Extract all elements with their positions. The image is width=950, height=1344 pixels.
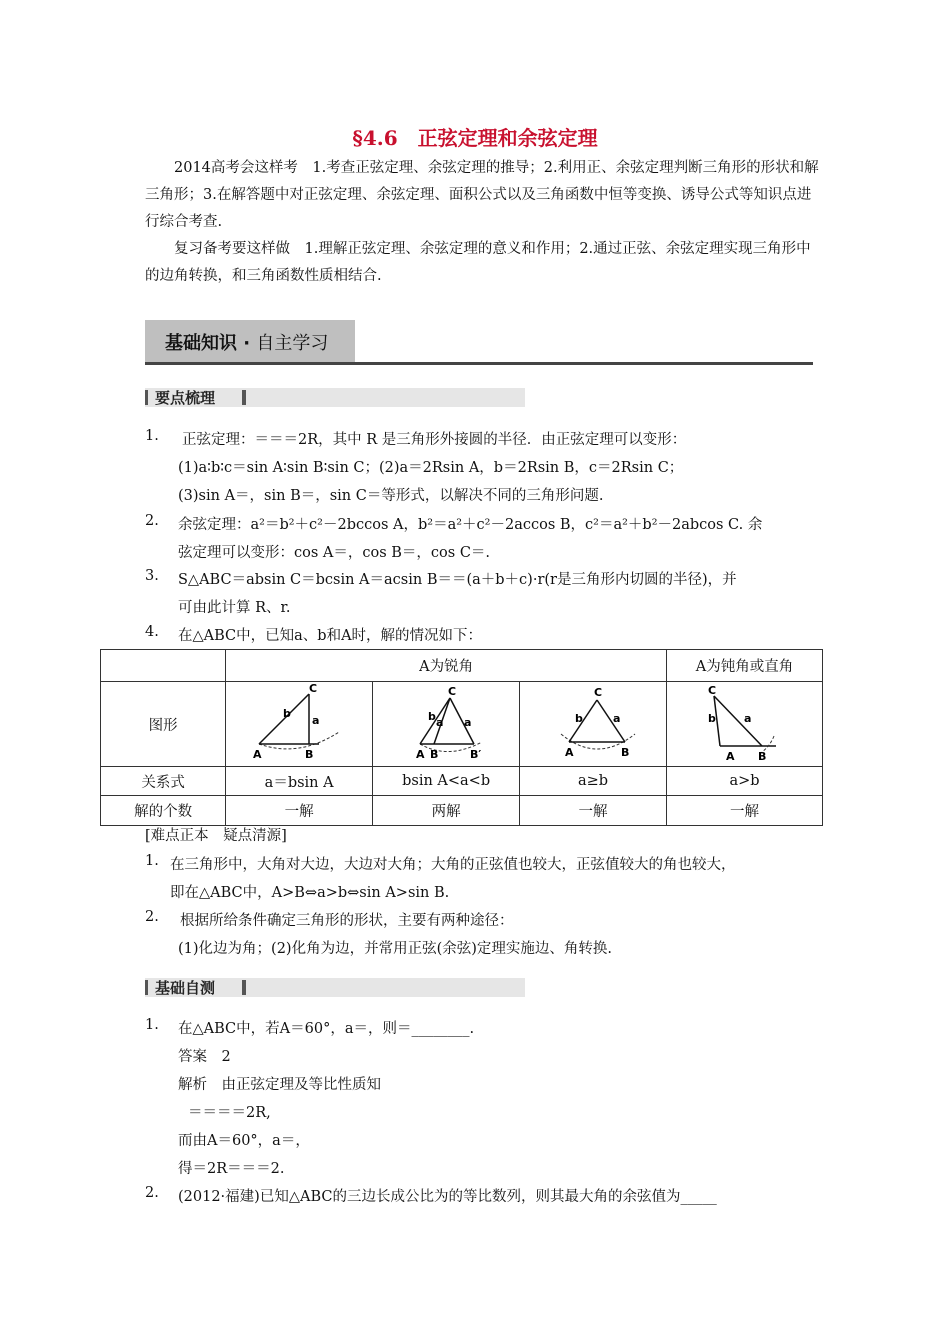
area-line2: 可由此计算 R、r.	[178, 600, 291, 616]
svg-text:C: C	[309, 682, 318, 695]
item-number: 4.	[145, 624, 159, 640]
note2-line1: 根据所给条件确定三角形的形状，主要有两种途径：	[180, 913, 514, 929]
answer-1: 答案 2	[178, 1049, 231, 1065]
svg-text:A: A	[565, 746, 574, 759]
svg-text:A: A	[416, 748, 425, 761]
solution-1-step3: 得＝2R＝＝＝2.	[178, 1161, 285, 1177]
subsection-key-points: 要点梳理	[145, 388, 525, 407]
svg-text:B: B	[430, 748, 439, 761]
svg-text:B: B	[305, 748, 314, 761]
notes-heading: [难点正本 疑点清源]	[145, 828, 287, 844]
svg-text:b: b	[575, 712, 583, 725]
svg-text:b: b	[428, 710, 436, 723]
relation-case-4: a>b	[667, 767, 823, 796]
item-number: 2.	[145, 909, 159, 925]
count-case-4: 一解	[667, 796, 823, 826]
solution-1-head: 解析 由正弦定理及等比性质知	[178, 1077, 381, 1093]
count-case-3: 一解	[520, 796, 667, 826]
note1-line2: 即在△ABC中，A>B⇔a>b⇔sin A>sin B.	[170, 885, 450, 901]
svg-text:b: b	[283, 707, 292, 720]
intro-review: 复习备考要这样做 1.理解正弦定理、余弦定理的意义和作用；2.通过正弦、余弦定理实现三角形中的边角转换，和三角函数性质相结合.	[145, 241, 811, 284]
count-case-2: 两解	[373, 796, 520, 826]
page-title: §4.6 正弦定理和余弦定理	[352, 126, 598, 150]
row-label-count: 解的个数	[101, 796, 226, 826]
svg-text:C: C	[594, 686, 603, 699]
question-2: (2012·福建)已知△ABC的三边长成公比为的等比数列，则其最大角的余弦值为_____	[178, 1189, 717, 1205]
section-bar	[145, 320, 813, 365]
item-number: 2.	[145, 1185, 159, 1201]
figure-case-4	[667, 682, 823, 767]
sine-law-line2: (1)a∶b∶c＝sin A∶sin B∶sin C；(2)a＝2Rsin A，b＝2Rsin B，c＝2Rsin C；	[178, 460, 684, 476]
note1-line1: 在三角形中，大角对大边，大边对大角；大角的正弦值也较大，正弦值较大的角也较大，	[170, 857, 736, 873]
svg-text:C: C	[448, 685, 457, 698]
row-label-figure: 图形	[101, 682, 226, 767]
svg-text:a: a	[743, 712, 751, 725]
figure-case-3	[520, 682, 667, 767]
item-number: 1.	[145, 1017, 159, 1033]
svg-text:B: B	[621, 746, 630, 759]
row-label-relation: 关系式	[101, 767, 226, 796]
note2-line2: (1)化边为角；(2)化角为边，并常用正弦(余弦)定理实施边、角转换.	[178, 941, 612, 957]
svg-text:a: a	[312, 714, 320, 727]
item-number: 2.	[145, 513, 159, 529]
svg-text:B: B	[757, 750, 766, 762]
subsection-self-test: 基础自测	[145, 978, 525, 997]
svg-text:C: C	[707, 684, 716, 697]
solution-1-step2: 而由A＝60°，a＝，	[178, 1133, 310, 1149]
cosine-law-line2: 弦定理可以变形：cos A＝，cos B＝，cos C＝.	[178, 545, 491, 561]
solution-cases-table	[100, 649, 823, 826]
svg-text:B′: B′	[470, 748, 482, 761]
question-1: 在△ABC中，若A＝60°，a＝，则＝________.	[178, 1021, 475, 1037]
count-case-1: 一解	[226, 796, 373, 826]
sine-law-line1: 正弦定理：＝＝＝2R，其中 R 是三角形外接圆的半径．由正弦定理可以变形：	[182, 432, 687, 448]
area-line1: S△ABC＝absin C＝bcsin A＝acsin B＝＝(a＋b＋c)·r(r是三角形内切圆的半径)，并	[178, 572, 737, 588]
relation-case-3: a≥b	[520, 767, 667, 796]
header-obtuse: A为钝角或直角	[667, 650, 823, 682]
intro-exam: 2014高考会这样考 1.考查正弦定理、余弦定理的推导；2.利用正、余弦定理判断三角形的形状和解三角形；3.在解答题中对正弦定理、余弦定理、面积公式以及三角函数中恒等变换、诱导公式等知识点进行综合考查.	[145, 160, 819, 230]
cosine-law-line1: 余弦定理：a²＝b²＋c²－2bccos A，b²＝a²＋c²－2accos B，c²＝a²＋b²－2abcos C. 余	[178, 517, 763, 533]
section-bar-title: 基础知识 · 自主学习	[165, 333, 329, 354]
svg-text:a: a	[436, 716, 444, 729]
header-acute: A为锐角	[226, 650, 667, 682]
relation-case-2: bsin A<a<b	[373, 767, 520, 796]
item-number: 3.	[145, 568, 159, 584]
svg-text:a: a	[613, 712, 621, 725]
figure-case-2	[373, 682, 520, 767]
item-number: 1.	[145, 428, 159, 444]
svg-text:a: a	[464, 716, 472, 729]
svg-text:b: b	[707, 712, 716, 725]
item-number: 1.	[145, 853, 159, 869]
sine-law-line3: (3)sin A＝，sin B＝，sin C＝等形式，以解决不同的三角形问题.	[178, 488, 604, 504]
relation-case-1: a＝bsin A	[226, 767, 373, 796]
svg-text:A: A	[253, 748, 262, 761]
svg-text:A: A	[725, 750, 735, 762]
cases-intro: 在△ABC中，已知a、b和A时，解的情况如下：	[178, 628, 483, 644]
solution-1-step1: ＝＝＝＝2R,	[188, 1105, 271, 1121]
figure-case-1	[226, 682, 373, 767]
